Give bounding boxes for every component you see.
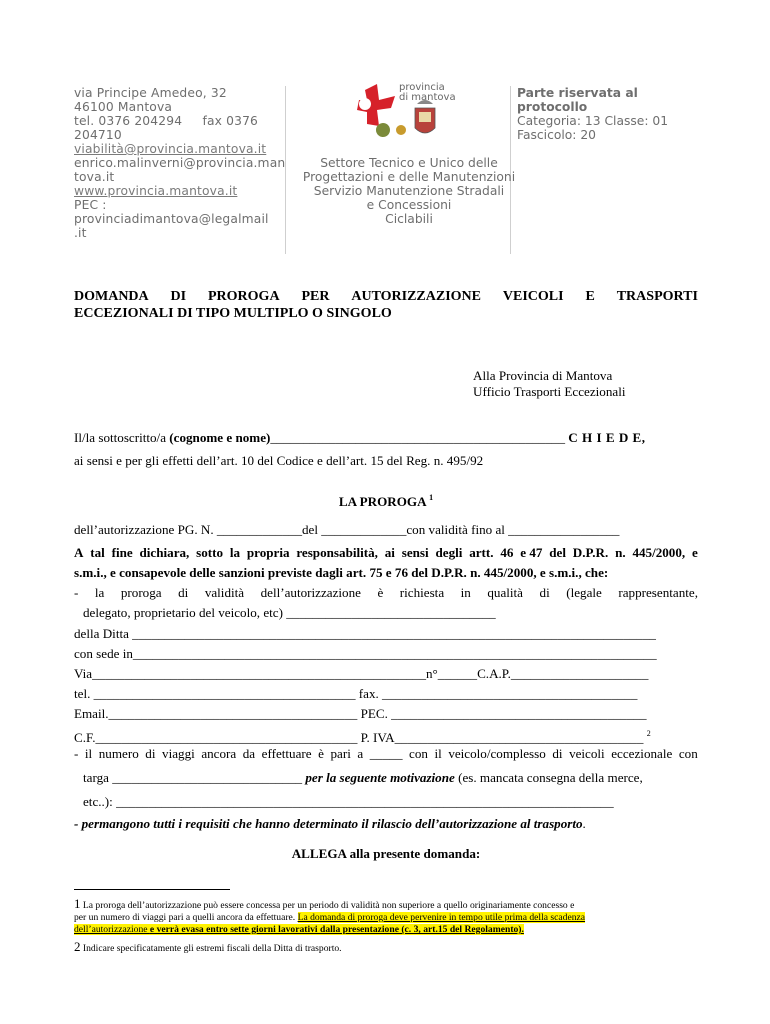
pec-label: PEC : — [74, 198, 107, 212]
pec-address-cont: .it — [74, 226, 87, 240]
plate-reason-field[interactable]: targa _____________________________ per la seguente motivazione (es. mancata consegna della merce, — [83, 770, 643, 785]
address-field[interactable]: Via___________________________________________________n°______C.A.P._____________________ — [74, 666, 649, 681]
phone-line-cont: 204710 — [74, 128, 122, 142]
address-line: via Principe Amedeo, 32 — [74, 86, 227, 100]
footnote-separator — [74, 889, 230, 890]
trips-line: - il numero di viaggi ancora da effettuare è pari a _____ con il veicolo/complesso di veicoli eccezionale con — [74, 746, 698, 761]
footnote-ref: 2 — [646, 729, 651, 738]
logo-text: provincia di mantova — [399, 82, 456, 103]
legal-reference: ai sensi e per gli effetti dell’art. 10 del Codice e dell’art. 15 del Reg. n. 495/92 — [74, 453, 484, 468]
email-address-cont: tova.it — [74, 170, 115, 184]
title-line-2: ECCEZIONALI DI TIPO MULTIPLO O SINGOLO — [74, 306, 392, 321]
document-title — [74, 288, 698, 322]
reason-field[interactable]: etc..): ____________________________________________________________________________ — [83, 794, 614, 809]
attachments-heading: ALLEGA alla presente domanda: — [291, 846, 481, 861]
phone-line: tel. 0376 204294 fax 0376 — [74, 114, 259, 128]
pec-address: provinciadimantova@legalmail — [74, 212, 269, 226]
declaration-line-cont: s.m.i., e consapevole delle sanzioni previste dagli art. 75 e 76 del D.P.R. n. 445/2000, e s.m.i., che: — [74, 565, 609, 580]
title-line-1: DOMANDA DI PROROGA PER AUTORIZZAZIONE VEICOLI E TRASPORTI — [74, 289, 698, 304]
file-line: Fascicolo: 20 — [517, 128, 596, 142]
company-field[interactable]: della Ditta ________________________________________________________________________________ — [74, 626, 656, 641]
footnote-2: 2 Indicare specificatamente gli estremi fiscali della Ditta di trasporto. — [74, 939, 342, 954]
email-pec-field[interactable]: Email.______________________________________ PEC. _______________________________________ — [74, 706, 647, 721]
declaration-line: A tal fine dichiara, sotto la propria responsabilità, ai sensi degli artt. 46 e 47 del D.P.R. n. 445/2000, e — [74, 545, 698, 560]
department-block: Settore Tecnico e Unico delle Progettazioni e delle Manutenzioni Servizio Manutenzione Stradali e Concessioni Ciclabili — [302, 156, 516, 226]
quality-field[interactable]: delegato, proprietario del veicolo, etc) ________________________________ — [83, 605, 496, 620]
recipient-block: Alla Provincia di Mantova Ufficio Trasporti Eccezionali — [473, 368, 626, 399]
seat-field[interactable]: con sede in________________________________________________________________________________ — [74, 646, 657, 661]
quality-line: - la proroga di validità dell’autorizzazione è richiesta in qualità di (legale rappresentante, — [74, 585, 698, 600]
contact-block — [74, 86, 284, 240]
requester-line: Il/la sottoscritto/a (cognome e nome)_____________________________________________ C H I E D E, — [74, 430, 646, 445]
section-heading: LA PROROGA $^1$ — [338, 493, 434, 509]
protocol-block: Parte riservata al protocollo Categoria: 13 Classe: 01 Fascicolo: 20 — [517, 86, 707, 142]
footnote-ref: 1 — [429, 493, 434, 502]
email-address: enrico.malinverni@provincia.man — [74, 156, 286, 170]
authorization-line: dell’autorizzazione PG. N. _____________del _____________con validità fino al _________________ — [74, 522, 620, 537]
tax-code-field[interactable]: C.F.________________________________________ P. IVA______________________________________ $^2$ — [74, 729, 651, 745]
header-divider — [285, 86, 286, 254]
website-link[interactable]: www.provincia.mantova.it — [74, 184, 238, 198]
requirements-line: - permangono tutti i requisiti che hanno determinato il rilascio dell’autorizzazione al trasporto. — [74, 816, 586, 831]
footnote-1: 1 La proroga dell’autorizzazione può essere concessa per un periodo di validità non superiore a quello originariamente concesso e per un numero di viaggi pari a quelli ancora da effettuare. La domanda di proroga deve pervenire in tempo utile prima della scadenza dell’autorizzazione e verrà evasa entro sette giorni lavorativi dalla presentazione (c. 3, art.15 del Regolamento). — [74, 896, 586, 935]
address-line: 46100 Mantova — [74, 100, 173, 114]
email-link[interactable]: viabilità@provincia.mantova.it — [74, 142, 267, 156]
phone-fax-field[interactable]: tel. ________________________________________ fax. _______________________________________ — [74, 686, 638, 701]
category-line: Categoria: 13 Classe: 01 — [517, 114, 669, 128]
